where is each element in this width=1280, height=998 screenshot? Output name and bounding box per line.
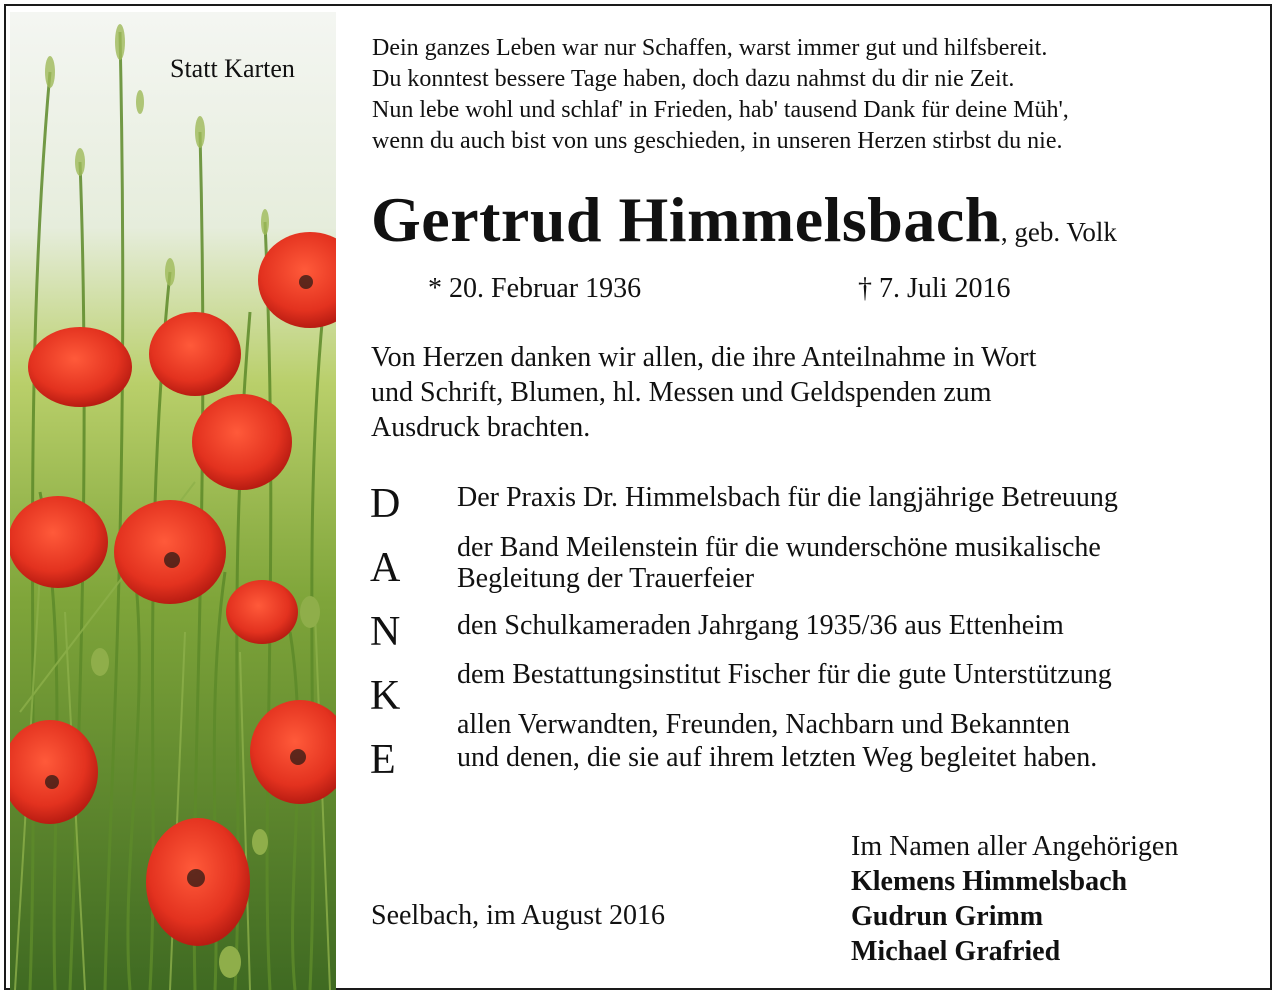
poem-line: Dein ganzes Leben war nur Schaffen, warst immer gut und hilfsbereit. <box>372 35 1048 61</box>
thanks-line: und Schrift, Blumen, hl. Messen und Geldspenden zum <box>371 377 992 408</box>
signers-intro: Im Namen aller Angehörigen <box>851 831 1179 862</box>
signer-name: Gudrun Grimm <box>851 901 1044 932</box>
danke-letter: D <box>370 481 401 527</box>
birth-date: * 20. Februar 1936 <box>428 273 642 304</box>
danke-item: Begleitung der Trauerfeier <box>457 563 755 594</box>
thanks-line: Ausdruck brachten. <box>371 412 591 443</box>
poppy-meadow-image <box>10 12 336 990</box>
deceased-name-line <box>371 184 1271 268</box>
danke-letter: A <box>370 545 401 591</box>
thanks-paragraph <box>371 340 1191 445</box>
danke-item: allen Verwandten, Freunden, Nachbarn und Bekannten <box>457 709 1070 740</box>
statt-karten-label: Statt Karten <box>170 54 295 83</box>
danke-item: und denen, die sie auf ihrem letzten Weg begleitet haben. <box>457 742 1098 773</box>
danke-item: der Band Meilenstein für die wunderschöne musikalische <box>457 532 1101 563</box>
poem <box>372 33 1262 157</box>
poem-line: wenn du auch bist von uns geschieden, in unseren Herzen stirbst du nie. <box>372 128 1063 154</box>
deceased-name: Gertrud Himmelsbach <box>371 184 1001 255</box>
birth-name: , geb. Volk <box>1000 217 1117 247</box>
danke-item: Der Praxis Dr. Himmelsbach für die langjährige Betreuung <box>457 482 1118 513</box>
poem-line: Du konntest bessere Tage haben, doch dazu nahmst du dir nie Zeit. <box>372 66 1015 92</box>
danke-item: dem Bestattungsinstitut Fischer für die gute Unterstützung <box>457 659 1112 690</box>
signers-block <box>851 829 1178 969</box>
signer-name: Michael Grafried <box>851 936 1061 967</box>
death-date: † 7. Juli 2016 <box>858 273 1011 304</box>
signer-name: Klemens Himmelsbach <box>851 866 1128 897</box>
danke-item: den Schulkameraden Jahrgang 1935/36 aus Ettenheim <box>457 610 1064 641</box>
danke-letter: N <box>370 609 401 655</box>
thanks-line: Von Herzen danken wir allen, die ihre Anteilnahme in Wort <box>371 342 1037 373</box>
danke-acrostic <box>370 472 420 792</box>
danke-letter: K <box>370 673 401 719</box>
place-date: Seelbach, im August 2016 <box>371 900 665 931</box>
danke-letter: E <box>370 737 396 783</box>
poem-line: Nun lebe wohl und schlaf' in Frieden, hab' tausend Dank für deine Müh', <box>372 97 1069 123</box>
